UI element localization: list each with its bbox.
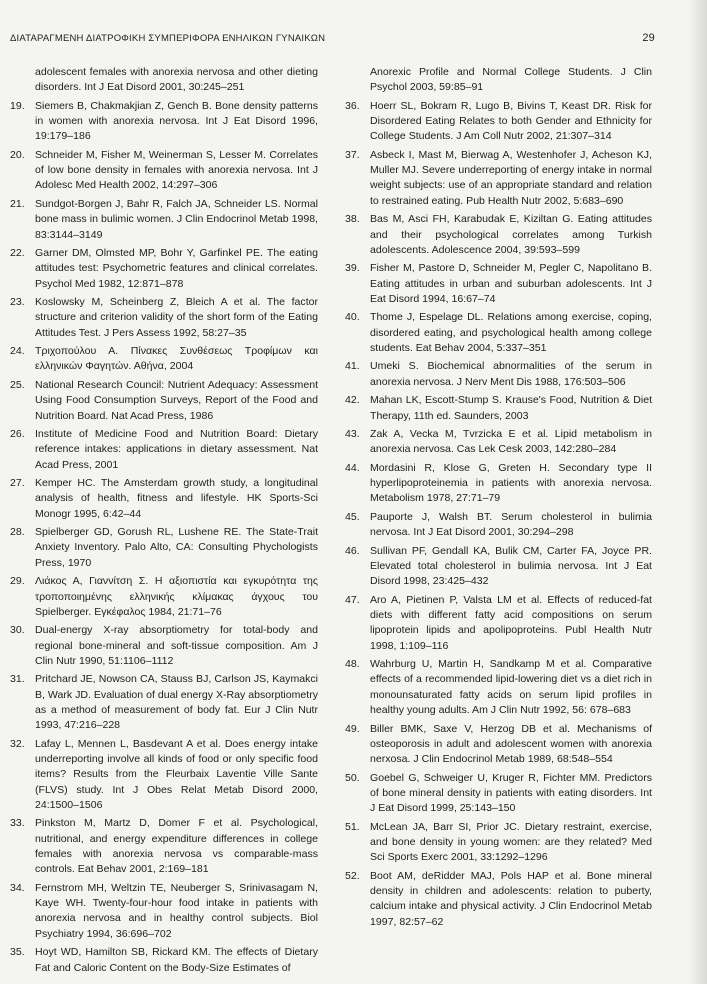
reference-item: [10, 737, 318, 813]
reference-text: Siemers B, Chakmakjian Z, Gench B. Bone density patterns in women with anorexia nervosa. Int J Eat Disord 1996, 19:179–186: [35, 99, 318, 143]
reference-item: [345, 510, 652, 541]
reference-number: 48.: [345, 658, 360, 671]
reference-number: 25.: [10, 378, 25, 391]
reference-text: Λιάκος Α, Γιαννίτση Σ. Η αξιοπιστία και εγκυρότητα της τροποποιημένης ελληνικής κλίμακας άγχους του Spielberger. Εγκέφαλος 1984, 21:71–76: [35, 575, 318, 618]
reference-item: [10, 881, 318, 942]
reference-text: Zak A, Vecka M, Tvrzicka E et al. Lipid metabolism in anorexia nervosa. Cas Lek Cesk 2003, 142:280–284: [370, 428, 652, 456]
reference-text: Umeki S. Biochemical abnormalities of the serum in anorexia nervosa. J Nerv Ment Dis 1988, 176:503–506: [370, 360, 652, 388]
reference-number: 40.: [345, 311, 360, 324]
reference-number: 21.: [10, 197, 25, 210]
reference-text: Thome J, Espelage DL. Relations among exercise, coping, disordered eating, and psychological health among college students. Eat Behav 2004, 5:337–351: [370, 311, 652, 354]
reference-number: 41.: [345, 360, 360, 373]
reference-item: [345, 99, 652, 145]
reference-number: 23.: [10, 296, 25, 309]
reference-number: 28.: [10, 526, 25, 539]
reference-continuation: [345, 65, 652, 96]
reference-text: Anorexic Profile and Normal College Students. J Clin Psychol 2003, 59:85–91: [370, 66, 652, 94]
reference-text: Lafay L, Mennen L, Basdevant A et al. Does energy intake underreporting involve all kinds of food or only specific food items? Results from the Fleurbaix Laventie Ville Sante (FLVS) study. Int J Obes Relat Metab Disord 2000, 24:1500–1506: [35, 737, 318, 811]
reference-number: 32.: [10, 737, 25, 750]
reference-number: 49.: [345, 722, 360, 735]
reference-text: Aro A, Pietinen P, Valsta LM et al. Effects of reduced-fat diets with different fatty acid compositions on serum lipoprotein lipids and apolipoproteins. Publ Health Nutr 1998, 1:109–116: [370, 593, 652, 652]
reference-number: 20.: [10, 148, 25, 161]
reference-number: 45.: [345, 510, 360, 523]
reference-item: [10, 945, 318, 976]
reference-item: [10, 197, 318, 243]
reference-text: McLean JA, Barr SI, Prior JC. Dietary restraint, exercise, and bone density in young women: are they related? Med Sci Sports Exerc 2001, 33:1292–1296: [370, 820, 652, 864]
reference-text: Sullivan PF, Gendall KA, Bulik CM, Carter FA, Joyce PR. Elevated total cholesterol in bulimia nervosa. Int J Eat Disord 1998, 23:425–432: [370, 544, 652, 588]
reference-number: 47.: [345, 593, 360, 606]
reference-text: Kemper HC. The Amsterdam growth study, a longitudinal analysis of health, fitness and lifestyle. HK Sports-Sci Monogr 1995, 6:42–44: [35, 477, 318, 520]
reference-item: [10, 672, 318, 733]
reference-text: Pritchard JE, Nowson CA, Stauss BJ, Carlson JS, Kaymakci B, Wark JD. Evaluation of dual energy X-Ray absorptiometry as a method of measurement of body fat. Eur J Clin Nutr 1993, 47:216–228: [35, 673, 318, 732]
reference-item: [345, 771, 652, 817]
reference-item: [345, 461, 652, 507]
reference-item: [10, 476, 318, 522]
reference-item: [10, 99, 318, 145]
page-number: 29: [642, 32, 655, 44]
reference-text: adolescent females with anorexia nervosa and other dieting disorders. Int J Eat Disord 2001, 30:245–251: [35, 66, 318, 94]
reference-number: 33.: [10, 817, 25, 830]
reference-item: [345, 544, 652, 590]
reference-text: Pauporte J, Walsh BT. Serum cholesterol in bulimia nervosa. Int J Eat Disord 2001, 30:294–298: [370, 510, 652, 539]
reference-text: Mordasini R, Klose G, Greten H. Secondary type II hyperlipoproteinemia in patients with anorexia nervosa. Metabolism 1978, 27:71–79: [370, 461, 652, 505]
reference-continuation: [10, 65, 318, 96]
reference-number: 30.: [10, 624, 25, 637]
reference-item: [10, 344, 318, 375]
reference-item: [345, 593, 652, 654]
reference-text: Biller BMK, Saxe V, Herzog DB et al. Mechanisms of osteoporosis in adult and adolescent women with anorexia nerxosa. J Clin Endocrinol Metab 1989, 68:548–554: [370, 722, 652, 766]
reference-number: 24.: [10, 345, 25, 358]
reference-item: [345, 869, 652, 930]
reference-text: Boot AM, deRidder MAJ, Pols HAP et al. Bone mineral density in children and adolescents: relation to puberty, calcium intake and physical activity. J Clin Endocrinol Metab 1997, 82:57–62: [370, 869, 652, 928]
reference-text: Fisher M, Pastore D, Schneider M, Pegler C, Napolitano B. Eating attitudes in urban and suburban adolescents. Int J Eat Disord 1994, 16:67–74: [370, 262, 652, 305]
reference-item: [345, 427, 652, 458]
reference-number: 39.: [345, 262, 360, 275]
references-left-column: [10, 65, 318, 979]
reference-item: [10, 525, 318, 571]
reference-number: 51.: [345, 820, 360, 833]
reference-number: 27.: [10, 477, 25, 490]
reference-text: Koslowsky M, Scheinberg Z, Bleich A et al. The factor structure and criterion validity of the short form of the Eating Attitudes Test. J Pers Assess 1992, 58:27–35: [35, 296, 318, 339]
reference-number: 35.: [10, 946, 25, 959]
running-title: ΔΙΑΤΑΡΑΓΜΕΝΗ ΔΙΑΤΡΟΦΙΚΗ ΣΥΜΠΕΡΙΦΟΡΑ ΕΝΗΛΙΚΩΝ ΓΥΝΑΙΚΩΝ: [10, 33, 326, 44]
reference-number: 42.: [345, 394, 360, 407]
reference-item: [345, 820, 652, 866]
reference-text: Garner DM, Olmsted MP, Bohr Y, Garfinkel PE. The eating attitudes test: Psychometric features and clinical correlates. Psychol Med 1982, 12:871–878: [35, 247, 318, 290]
reference-number: 34.: [10, 881, 25, 894]
reference-item: [10, 148, 318, 194]
reference-text: Mahan LK, Escott-Stump S. Krause's Food, Nutrition & Diet Therapy, 11th ed. Saunders, 2003: [370, 394, 652, 422]
reference-number: 31.: [10, 673, 25, 686]
reference-item: [345, 310, 652, 356]
reference-text: Asbeck I, Mast M, Bierwag A, Westenhofer J, Acheson KJ, Muller MJ. Severe underreporting of energy intake in normal weight subjects: use of an appropriate standard and relation to restrained eating. Pub Health Nutr 2002, 5:683–690: [370, 148, 652, 207]
reference-text: Institute of Medicine Food and Nutrition Board: Dietary reference intakes: applications in dietary assessment. Nat Acad Press, 2001: [35, 428, 318, 471]
reference-item: [10, 378, 318, 424]
running-header: [10, 32, 655, 44]
reference-text: Spielberger GD, Gorush RL, Lushene RE. The State-Trait Anxiety Inventory. Palo Alto, CA: Consulting Phychologists Press, 1970: [35, 526, 318, 569]
reference-text: Fernstrom MH, Weltzin TE, Neuberger S, Srinivasagam N, Kaye WH. Twenty-four-hour food intake in patients with anorexia nervosa and in healthy control subjects. Biol Psychiatry 1994, 36:696–702: [35, 881, 318, 940]
page-edge-shadow: [689, 0, 707, 984]
reference-text: Τριχοπούλου Α. Πίνακες Συνθέσεως Τροφίμων και ελληνικών Φαγητών. Αθήνα, 2004: [35, 345, 318, 373]
reference-number: 52.: [345, 869, 360, 882]
reference-text: National Research Council: Nutrient Adequacy: Assessment Using Food Consumption Surveys, Report of the Food and Nutrition Board. Nat Acad Press, 1986: [35, 378, 318, 422]
references-right-column: [345, 65, 652, 933]
reference-number: 37.: [345, 148, 360, 161]
reference-item: [10, 574, 318, 620]
reference-text: Sundgot-Borgen J, Bahr R, Falch JA, Schneider LS. Normal bone mass in bulimic women. J Clin Endocrinol Metab 1998, 83:3144–3149: [35, 197, 318, 241]
reference-number: 29.: [10, 575, 25, 588]
reference-text: Hoyt WD, Hamilton SB, Rickard KM. The effects of Dietary Fat and Caloric Content on the Body-Size Estimates of: [35, 946, 318, 974]
reference-item: [345, 657, 652, 718]
reference-item: [10, 246, 318, 292]
reference-item: [10, 816, 318, 877]
reference-number: 19.: [10, 99, 25, 112]
reference-text: Goebel G, Schweiger U, Kruger R, Fichter MM. Predictors of bone mineral density in patients with eating disorders. Int J Eat Disord 1999, 25:143–150: [370, 771, 652, 815]
reference-number: 46.: [345, 544, 360, 557]
reference-text: Dual-energy X-ray absorptiometry for total-body and regional bone-mineral and soft-tissue composition. Am J Clin Nutr 1990, 51:1106–1112: [35, 624, 318, 667]
reference-number: 43.: [345, 428, 360, 441]
reference-number: 26.: [10, 428, 25, 441]
reference-item: [345, 393, 652, 424]
reference-number: 50.: [345, 771, 360, 784]
reference-text: Wahrburg U, Martin H, Sandkamp M et al. Comparative effects of a recommended lipid-lowering diet vs a diet rich in monounsaturated fatty acids on serum lipid profiles in healthy young adults. Am J Clin Nutr 1992, 56: 678–683: [370, 658, 652, 717]
reference-item: [10, 427, 318, 473]
reference-text: Hoerr SL, Bokram R, Lugo B, Bivins T, Keast DR. Risk for Disordered Eating Relates to both Gender and Ethnicity for College Students. J Am Coll Nutr 2002, 21:307–314: [370, 99, 652, 143]
reference-number: 22.: [10, 247, 25, 260]
reference-text: Bas M, Asci FH, Karabudak E, Kiziltan G. Eating attitudes and their psychological correlates among Turkish adolescents. Adolescence 2004, 39:593–599: [370, 213, 652, 256]
reference-item: [345, 261, 652, 307]
reference-item: [10, 295, 318, 341]
reference-item: [345, 359, 652, 390]
reference-text: Schneider M, Fisher M, Weinerman S, Lesser M. Correlates of low bone density in females with anorexia nervosa. Int J Adolesc Med Health 2002, 14:297–306: [35, 148, 318, 192]
reference-number: 36.: [345, 99, 360, 112]
reference-text: Pinkston M, Martz D, Domer F et al. Psychological, nutritional, and energy expenditure differences in college females with anorexia nervosa vs comparable-mass controls. Eat Behav 2001, 2:169–181: [35, 817, 318, 876]
reference-item: [345, 212, 652, 258]
reference-number: 44.: [345, 461, 360, 474]
reference-number: 38.: [345, 213, 360, 226]
reference-item: [10, 623, 318, 669]
reference-item: [345, 722, 652, 768]
reference-item: [345, 148, 652, 209]
